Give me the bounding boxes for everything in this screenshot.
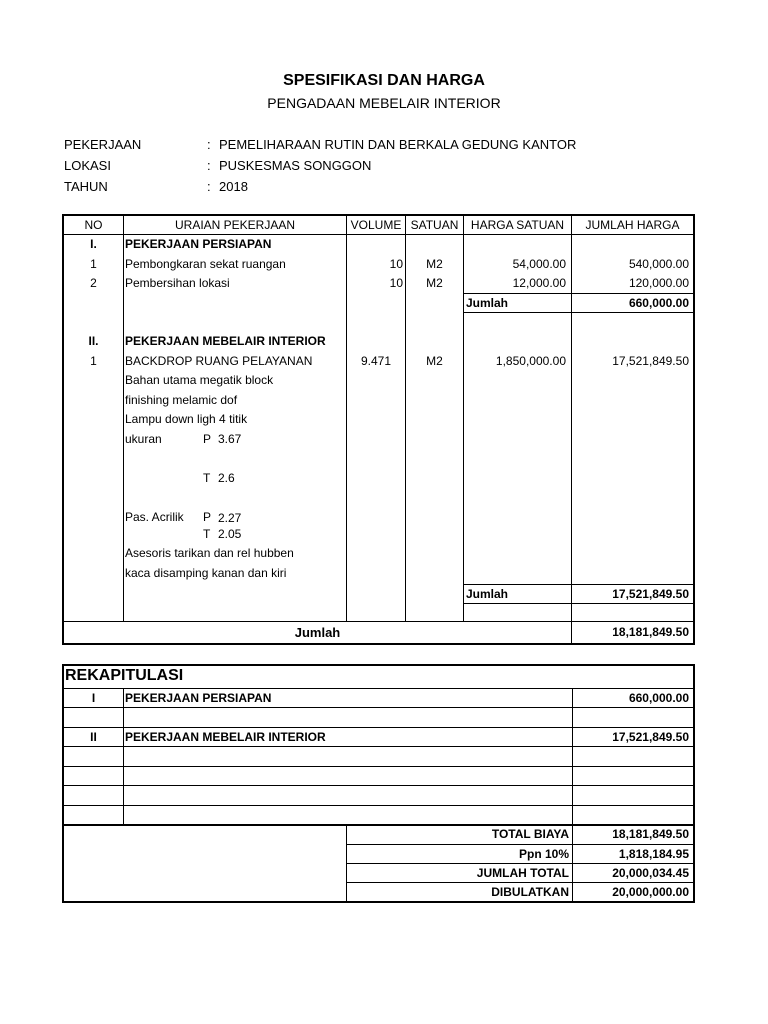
info-label-pekerjaan: PEKERJAAN (64, 137, 142, 152)
detail-line: Bahan utama megatik block (125, 373, 274, 387)
info-value-lokasi: PUSKESMAS SONGGON (219, 158, 372, 173)
detail-t2-value: 2.05 (218, 527, 242, 541)
subtotal-label: Jumlah (466, 296, 509, 310)
item-no: 1 (90, 354, 97, 368)
recap-line (62, 766, 695, 767)
header-harga-satuan: HARGA SATUAN (470, 218, 565, 232)
recap-line (62, 805, 695, 806)
grand-total-label: Jumlah (294, 625, 341, 640)
section-title: PEKERJAAN PERSIAPAN (125, 237, 272, 251)
item-price: 12,000.00 (512, 276, 566, 290)
detail-line: Lampu down ligh 4 titik (125, 412, 248, 426)
item-price: 54,000.00 (512, 257, 566, 271)
sum1-top-line (463, 293, 695, 294)
recap-row-desc: PEKERJAAN MEBELAIR INTERIOR (125, 730, 326, 744)
dibulatkan-value: 20,000,000.00 (612, 885, 689, 899)
item-unit: M2 (426, 257, 443, 271)
ppn-value: 1,818,184.95 (618, 847, 689, 861)
table-border-bottom (62, 643, 695, 645)
recap-line (62, 707, 695, 708)
info-value-pekerjaan: PEMELIHARAAN RUTIN DAN BERKALA GEDUNG KANTOR (219, 137, 577, 152)
header-uraian: URAIAN PEKERJAAN (174, 218, 296, 232)
total-biaya-value: 18,181,849.50 (612, 827, 689, 841)
item-desc: Pembersihan lokasi (125, 276, 230, 290)
item-volume: 10 (389, 257, 403, 271)
grand-total-value: 18,181,849.50 (612, 625, 689, 639)
recap-border-right (693, 664, 695, 903)
recap-line (62, 746, 695, 747)
subtotal-value: 17,521,849.50 (612, 587, 689, 601)
recap-line (62, 688, 695, 689)
sum2-bottom-line (463, 603, 695, 604)
table-header-line (62, 234, 695, 235)
recap-row-no: I (91, 691, 96, 705)
subtotal-value: 660,000.00 (628, 296, 689, 310)
item-total: 17,521,849.50 (612, 354, 689, 368)
item-desc: BACKDROP RUANG PELAYANAN (125, 354, 313, 368)
detail-line: Asesoris tarikan dan rel hubben (125, 546, 294, 560)
item-no: 1 (90, 257, 97, 271)
ppn-label: Ppn 10% (518, 847, 569, 861)
recap-border-bottom (62, 901, 695, 903)
detail-p-value: 3.67 (218, 432, 242, 446)
recap-row-value: 17,521,849.50 (612, 730, 689, 744)
recap-total-line (346, 863, 695, 864)
col-line (123, 214, 124, 621)
header-jumlah-harga: JUMLAH HARGA (585, 218, 680, 232)
recap-border-top (62, 664, 695, 666)
header-volume: VOLUME (350, 218, 402, 232)
recap-total-line (346, 844, 695, 845)
detail-ukuran-label: ukuran (125, 432, 162, 446)
detail-acrilik-label: Pas. Acrilik (125, 510, 184, 524)
subtotal-label: Jumlah (466, 587, 509, 601)
recap-row-value: 660,000.00 (628, 691, 689, 705)
item-price: 1,850,000.00 (495, 354, 566, 368)
info-sep: : (207, 179, 211, 194)
detail-p2-value: 2.27 (218, 511, 242, 525)
detail-line: kaca disamping kanan dan kiri (125, 566, 287, 580)
section-title: PEKERJAAN MEBELAIR INTERIOR (125, 334, 326, 348)
table-border-right (693, 214, 695, 645)
body-bottom-line (62, 621, 695, 622)
info-label-tahun: TAHUN (64, 179, 108, 194)
recap-title: REKAPITULASI (65, 667, 184, 684)
document-subtitle: PENGADAAN MEBELAIR INTERIOR (267, 95, 501, 111)
section-number: II. (88, 334, 99, 348)
jumlah-total-label: JUMLAH TOTAL (476, 866, 569, 880)
recap-col-line (123, 688, 124, 825)
item-volume: 9.471 (360, 354, 392, 368)
detail-t-label: T (203, 471, 211, 485)
info-sep: : (207, 158, 211, 173)
item-unit: M2 (426, 354, 443, 368)
table-border-top (62, 214, 695, 216)
dibulatkan-label: DIBULATKAN (491, 885, 569, 899)
detail-p2-label: P (203, 510, 212, 524)
header-satuan: SATUAN (410, 218, 459, 232)
header-no: NO (84, 218, 103, 232)
item-unit: M2 (426, 276, 443, 290)
info-value-tahun: 2018 (219, 179, 248, 194)
detail-p-label: P (203, 432, 212, 446)
jumlah-total-value: 20,000,034.45 (612, 866, 689, 880)
document-title: SPESIFIKASI DAN HARGA (283, 72, 485, 89)
section-number: I. (90, 237, 97, 251)
detail-t-value: 2.6 (218, 471, 235, 485)
sum2-top-line (463, 584, 695, 585)
info-sep: : (207, 137, 211, 152)
recap-total-line (346, 882, 695, 883)
item-volume: 10 (389, 276, 403, 290)
item-total: 120,000.00 (628, 276, 689, 290)
recap-row-no: II (90, 730, 97, 744)
info-label-lokasi: LOKASI (64, 158, 111, 173)
recap-line (62, 727, 695, 728)
recap-line (62, 785, 695, 786)
item-total: 540,000.00 (628, 257, 689, 271)
item-desc: Pembongkaran sekat ruangan (125, 257, 286, 271)
total-biaya-label: TOTAL BIAYA (491, 827, 569, 841)
sum1-bottom-line (463, 312, 695, 313)
detail-line: finishing melamic dof (125, 393, 238, 407)
detail-t2-label: T (203, 527, 211, 541)
item-no: 2 (90, 276, 97, 290)
recap-line (62, 824, 695, 826)
recap-row-desc: PEKERJAAN PERSIAPAN (125, 691, 272, 705)
